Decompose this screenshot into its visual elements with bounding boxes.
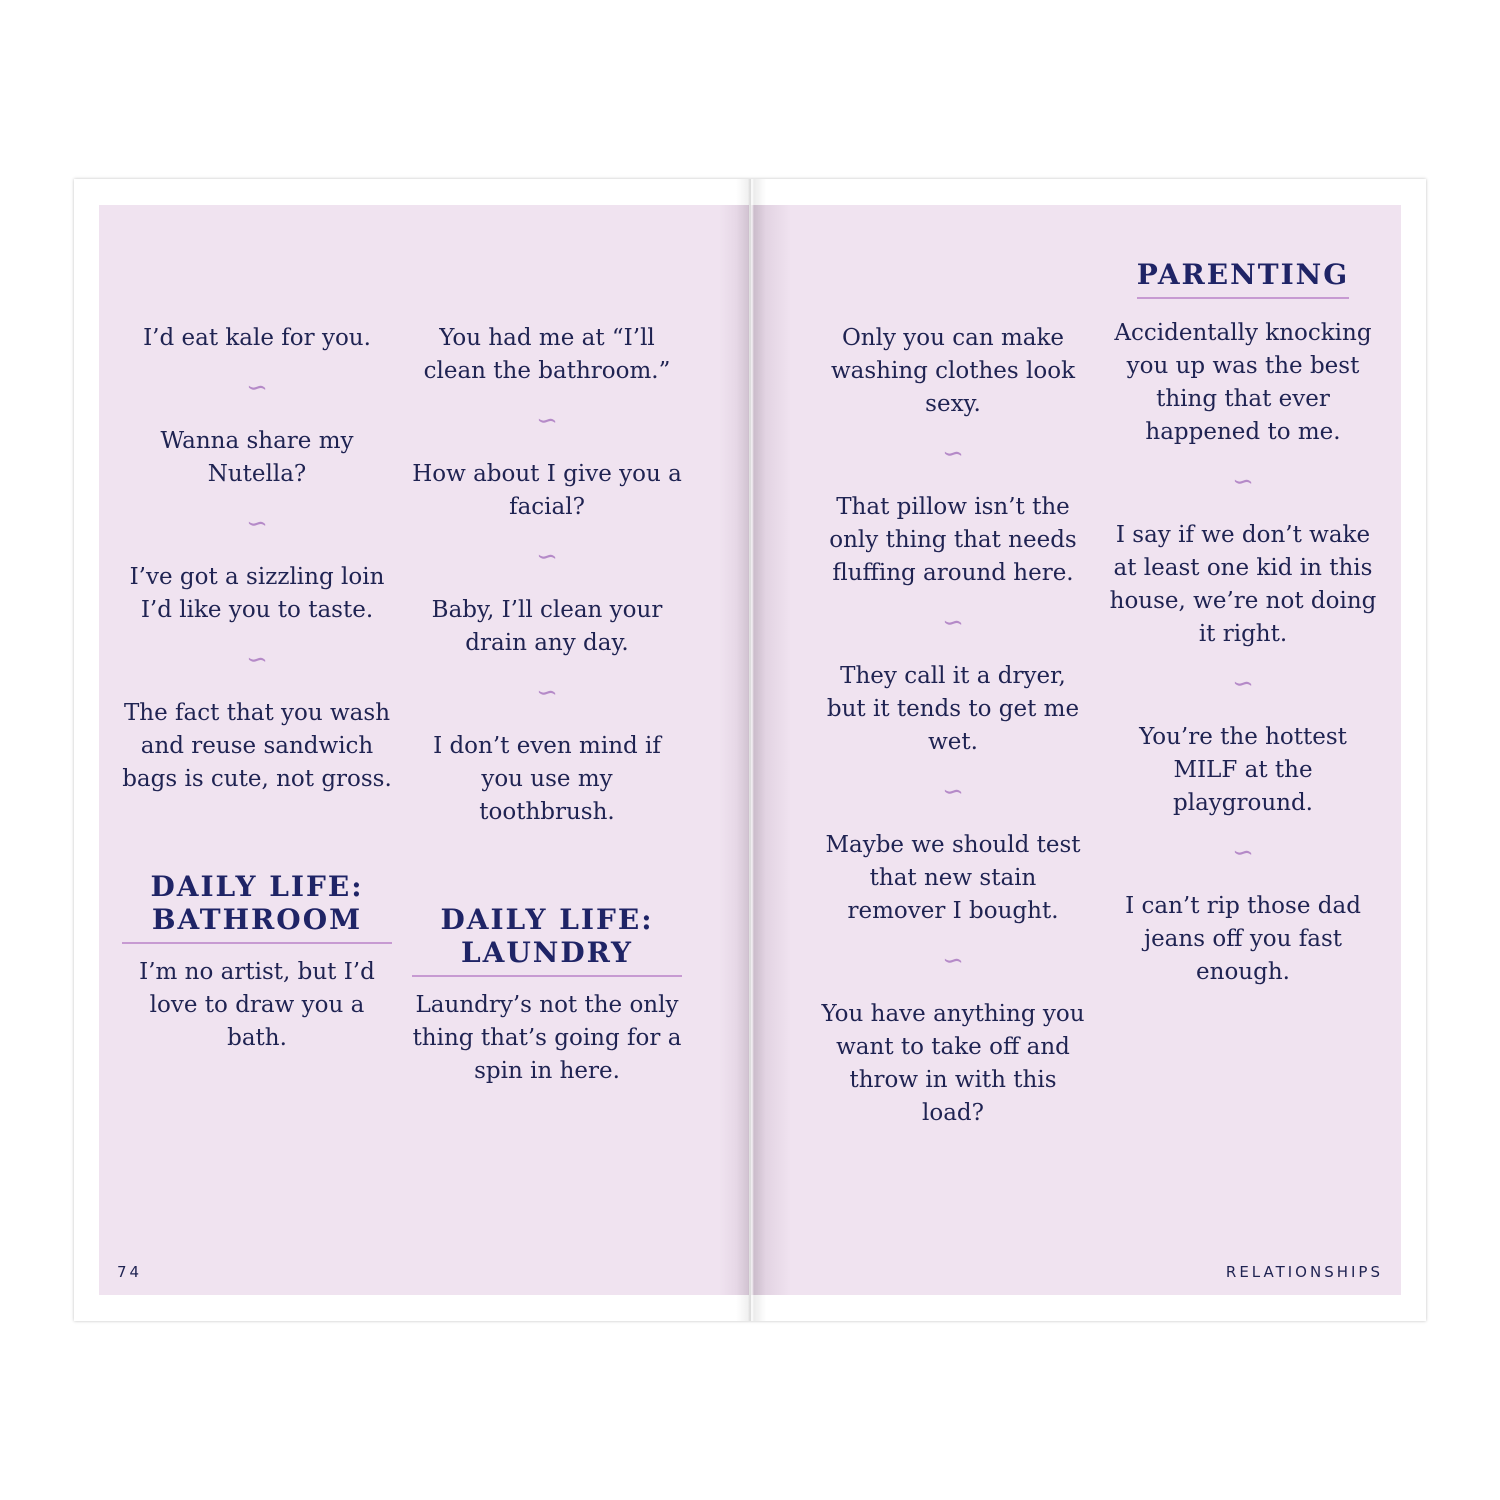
book-gutter (736, 179, 766, 1321)
ornament-separator-icon: ∽ (942, 946, 964, 976)
section-heading-bathroom: DAILY LIFE: BATHROOM (122, 870, 392, 944)
ornament-separator-icon: ∽ (246, 373, 268, 403)
ornament-separator-icon: ∽ (246, 645, 268, 675)
pickup-line: You have anything you want to take off and throw in with this load? (821, 1001, 1085, 1126)
ornament-separator-icon: ∽ (1232, 838, 1254, 868)
ornament-separator-icon: ∽ (942, 608, 964, 638)
ornament-separator-icon: ∽ (1232, 467, 1254, 497)
left-column-2 (412, 322, 682, 1088)
section-heading-laundry: DAILY LIFE: LAUNDRY (412, 903, 682, 977)
pickup-line: Laundry’s not the only thing that’s going for a spin in here. (412, 992, 682, 1084)
section-heading-parenting: PARENTING (1137, 258, 1349, 299)
pickup-line: Wanna share my Nutella? (160, 428, 354, 487)
pickup-line: That pillow isn’t the only thing that needs fluffing around here. (829, 494, 1077, 586)
ornament-separator-icon: ∽ (942, 439, 964, 469)
pickup-line: Maybe we should test that new stain remover I bought. (825, 832, 1081, 924)
ornament-separator-icon: ∽ (1232, 669, 1254, 699)
pickup-line: I’d eat kale for you. (143, 325, 371, 351)
ornament-separator-icon: ∽ (246, 509, 268, 539)
ornament-separator-icon: ∽ (536, 542, 558, 572)
left-column-1 (122, 322, 392, 1055)
right-column-2 (1108, 258, 1378, 989)
ornament-separator-icon: ∽ (536, 406, 558, 436)
pickup-line: Baby, I’ll clean your drain any day. (431, 597, 663, 656)
pickup-line: You had me at “I’ll clean the bathroom.” (423, 325, 671, 384)
pickup-line: I don’t even mind if you use my toothbrush. (433, 733, 661, 825)
pickup-line: How about I give you a facial? (412, 461, 682, 520)
right-column-1 (818, 322, 1088, 1130)
page-number: 74 (117, 1263, 143, 1281)
pickup-line: I say if we don’t wake at least one kid in this house, we’re not doing it right. (1109, 522, 1377, 647)
pickup-line: You’re the hottest MILF at the playground. (1139, 724, 1347, 816)
ornament-separator-icon: ∽ (536, 678, 558, 708)
pickup-line: The fact that you wash and reuse sandwich bags is cute, not gross. (122, 700, 392, 792)
pickup-line: They call it a dryer, but it tends to get me wet. (826, 663, 1080, 755)
pickup-line: I’m no artist, but I’d love to draw you a bath. (139, 959, 375, 1051)
pickup-line: Accidentally knocking you up was the best thing that ever happened to me. (1114, 320, 1372, 445)
pickup-line: I can’t rip those dad jeans off you fast enough. (1125, 893, 1361, 985)
ornament-separator-icon: ∽ (942, 777, 964, 807)
pickup-line: Only you can make washing clothes look sexy. (830, 325, 1076, 417)
running-head: RELATIONSHIPS (1225, 1263, 1383, 1281)
pickup-line: I’ve got a sizzling loin I’d like you to taste. (129, 564, 385, 623)
